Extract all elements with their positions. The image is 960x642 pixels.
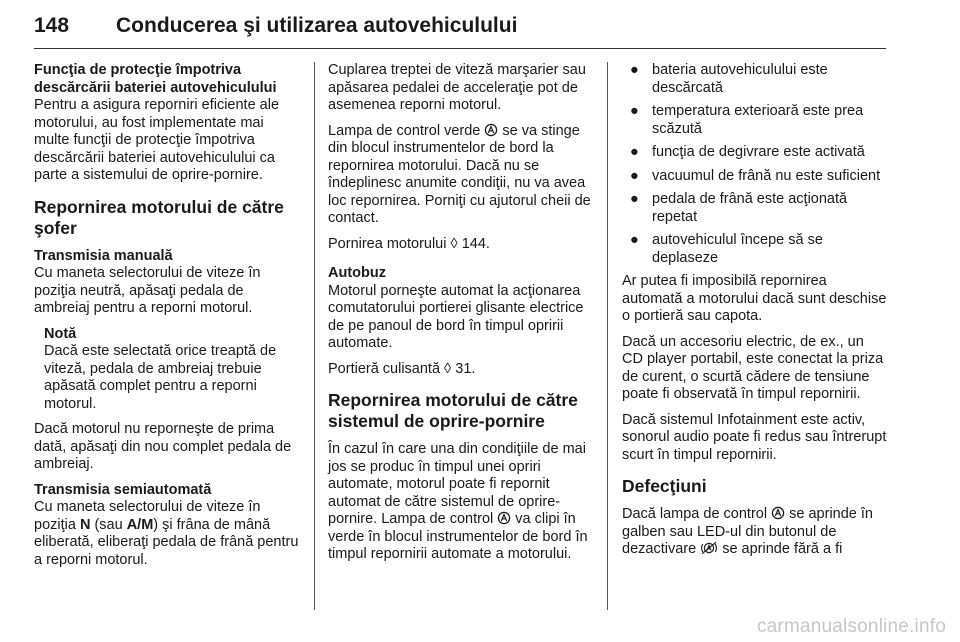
column-2 bbox=[328, 62, 592, 572]
subsection-heading: Transmisia semiautomată bbox=[34, 481, 212, 498]
list-item: ● vacuumul de frână nu este suficient bbox=[630, 167, 881, 184]
auto-stop-icon bbox=[497, 511, 511, 525]
section-title: Repornirea motorului de către şofer bbox=[34, 196, 284, 238]
auto-stop-icon bbox=[484, 123, 498, 137]
column-1 bbox=[34, 62, 300, 577]
auto-stop-off-icon bbox=[700, 541, 718, 555]
subsection-heading: Autobuz bbox=[328, 265, 386, 281]
paragraph: Lampa de control verde se va stinge din blocul instrumentelor de bord la repornirea motorului. Dacă nu se îndeplinesc anumite condiţii, nu va avea loc repornirea. Porniţi cu ajutorul cheii de contact. bbox=[328, 122, 591, 226]
page-title: Conducerea şi utilizarea autovehiculului bbox=[116, 14, 518, 37]
paragraph: Cu maneta selectorului de viteze în poziţia N (sau A/M) şi frâna de mână eliberată, eliberaţi pedala de frână pentru a reporni motorul. bbox=[34, 499, 299, 568]
list-item: ● bateria autovehiculului este descărcată bbox=[630, 62, 828, 96]
conditions-list bbox=[622, 62, 888, 267]
paragraph: Dacă motorul nu reporneşte de prima dată, apăsaţi din nou complet pedala de ambreiaj. bbox=[34, 421, 292, 472]
paragraph: Dacă sistemul Infotainment este activ, sonorul audio poate fi redus sau întrerupt scurt în timpul repornirii. bbox=[622, 411, 887, 463]
paragraph: Dacă lampa de control se aprinde în galben sau LED-ul din butonul de dezactivare se aprinde fără a fi bbox=[622, 506, 873, 557]
watermark: carmanualsonline.info bbox=[756, 616, 946, 637]
page-header bbox=[34, 14, 886, 49]
paragraph: Pornirea motorului ◊ 144. bbox=[328, 235, 490, 252]
column-divider bbox=[314, 62, 315, 610]
list-item: ● funcţia de degivrare este activată bbox=[630, 144, 865, 160]
note-text: Dacă este selectată orice treaptă de viteză, pedala de ambreiaj trebuie apăsată complet pentru a reporni motorul. bbox=[44, 343, 277, 412]
note-title: Notă bbox=[44, 325, 77, 342]
section-title: Defecţiuni bbox=[622, 476, 707, 496]
section-title: Repornirea motorului de către sistemul de oprire-pornire bbox=[328, 390, 578, 431]
paragraph: Cuplarea treptei de viteză marşarier sau apăsarea pedalei de acceleraţie pot de asemenea reporni motorul. bbox=[328, 62, 586, 113]
paragraph: Cu maneta selectorului de viteze în poziţia neutră, apăsaţi pedala de ambreiaj pentru a reporni motorul. bbox=[34, 265, 261, 316]
subsection-heading: Transmisia manuală bbox=[34, 247, 173, 264]
page-number: 148 bbox=[34, 14, 70, 37]
paragraph: Motorul porneşte automat la acţionarea comutatorului portierei glisante electrice de pe panoul de bord în timpul opririi automate. bbox=[328, 282, 584, 351]
paragraph: Pentru a asigura reporniri eficiente ale motorului, au fost implementate mai multe funcţii de protecţie împotriva descărcării bateriei autovehiculului ca parte a sistemului de oprire-pornire. bbox=[34, 97, 280, 183]
paragraph: În cazul în care una din condiţiile de mai jos se produc în timpul unei opriri automate, motorul poate fi repornit automat de către sistemul de oprire-pornire. Lampa de control va clipi în verde în blocul instrumentelor de bord în timpul repornirii automate a motorului. bbox=[328, 441, 588, 562]
paragraph: Ar putea fi imposibilă repornirea automată a motorului dacă sunt deschise o portieră sau capota. bbox=[622, 273, 887, 324]
auto-stop-icon bbox=[771, 506, 785, 520]
note-box bbox=[44, 326, 300, 414]
column-divider bbox=[607, 62, 608, 610]
list-item: ● pedala de frână este acţionată repetat bbox=[630, 191, 848, 225]
paragraph: Portieră culisantă ◊ 31. bbox=[328, 360, 476, 377]
paragraph: Dacă un accesoriu electric, de ex., un CD player portabil, este conectat la priza de curent, o scurtă cădere de tensiune poate fi observată în timpul repornirii. bbox=[622, 333, 884, 402]
list-item: ● temperatura exterioară este prea scăzută bbox=[630, 103, 864, 137]
column-3 bbox=[622, 62, 888, 567]
list-item: ● autovehiculul începe să se deplaseze bbox=[630, 232, 823, 266]
section-heading: Funcţia de protecţie împotriva descărcării bateriei autovehiculului bbox=[34, 62, 277, 96]
